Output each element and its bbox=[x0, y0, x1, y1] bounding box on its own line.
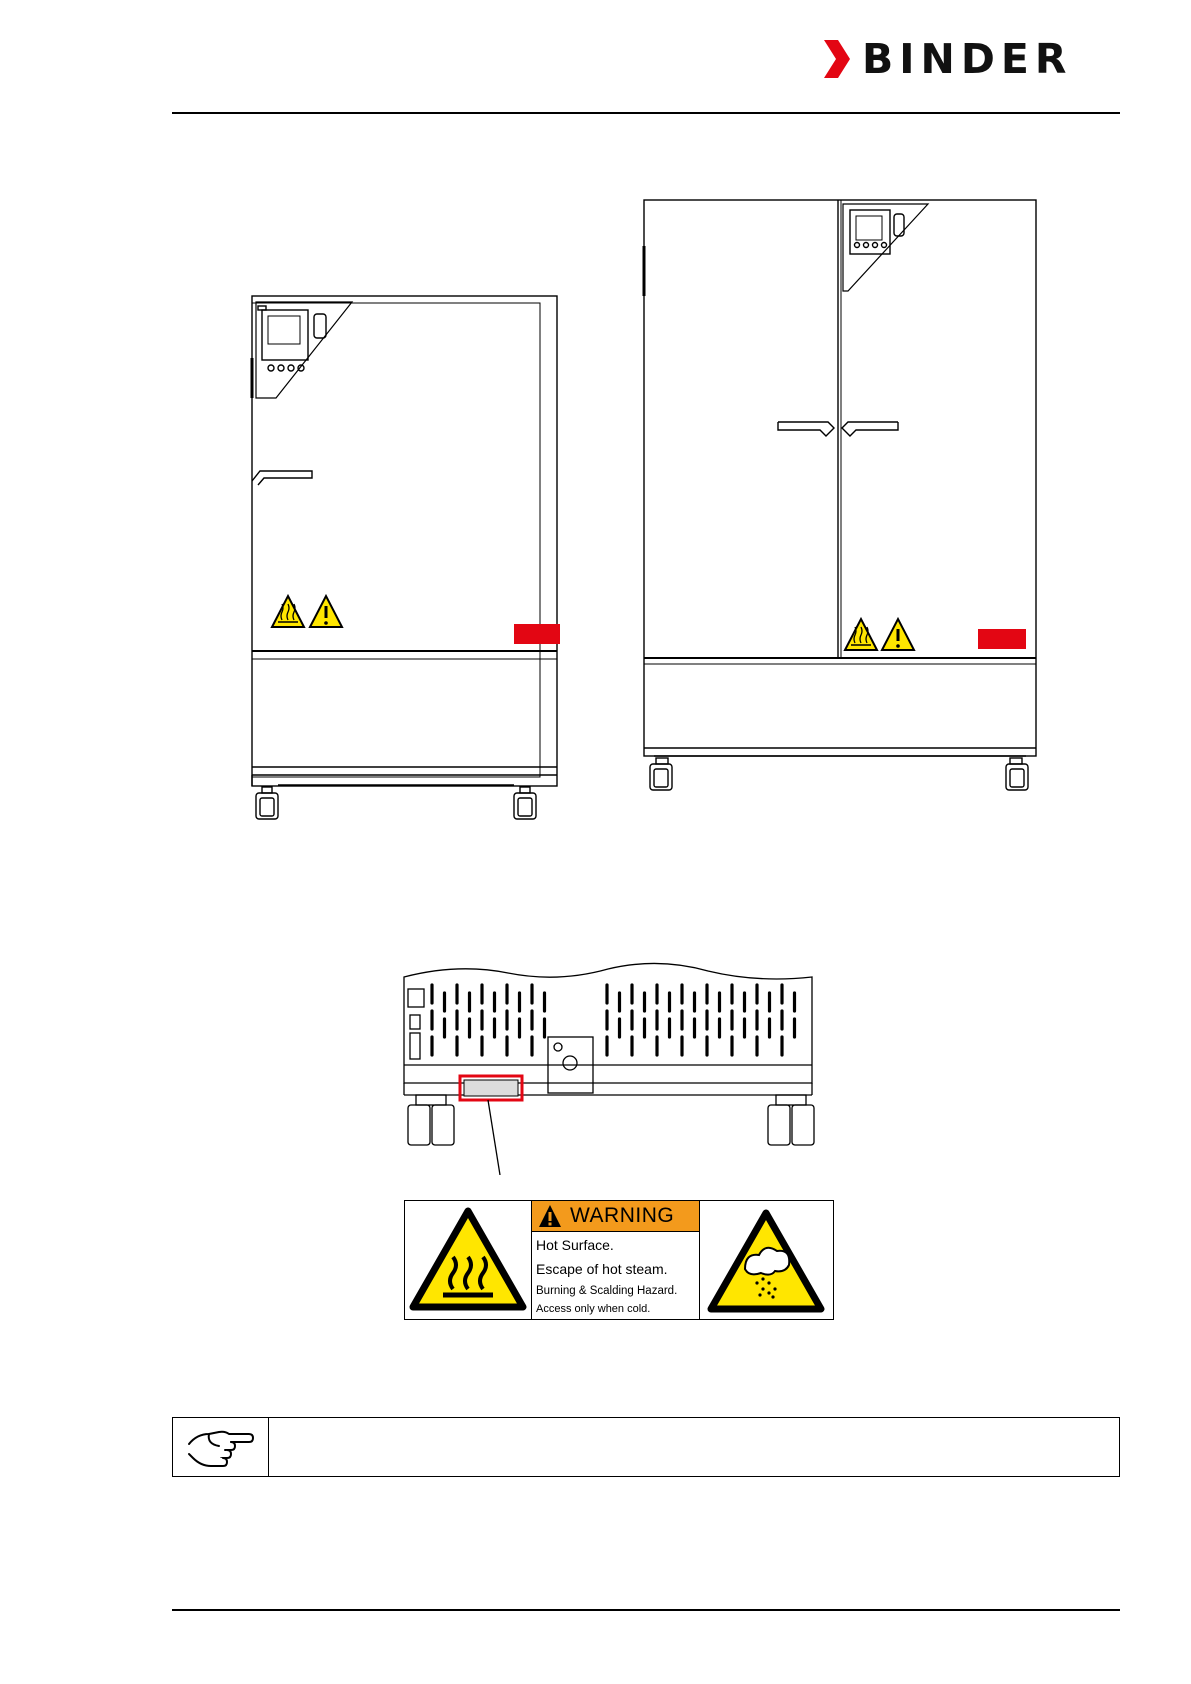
general-warning-icon bbox=[882, 619, 914, 650]
warning-line-3: Burning & Scalding Hazard. bbox=[536, 1285, 678, 1297]
warning-label bbox=[404, 1200, 834, 1320]
header-rule bbox=[172, 112, 1120, 114]
warning-text-panel bbox=[531, 1201, 700, 1319]
note-icon-cell bbox=[173, 1418, 269, 1476]
double-door-chamber-drawing bbox=[638, 196, 1038, 816]
single-door-chamber-drawing bbox=[240, 270, 570, 830]
warning-header bbox=[532, 1201, 699, 1232]
type-plate bbox=[514, 624, 560, 644]
rear-view-drawing bbox=[398, 955, 818, 1175]
hot-surface-icon bbox=[272, 596, 304, 627]
brand-name: BINDER bbox=[862, 35, 1073, 83]
warning-header-text: WARNING bbox=[570, 1204, 675, 1227]
pointing-hand-icon bbox=[185, 1424, 255, 1470]
warning-line-4: Access only when cold. bbox=[536, 1303, 651, 1315]
warning-line-1: Hot Surface. bbox=[536, 1237, 614, 1253]
hot-surface-icon bbox=[409, 1207, 527, 1311]
general-warning-icon bbox=[310, 596, 342, 627]
note-box bbox=[172, 1417, 1120, 1477]
warning-line-2: Escape of hot steam. bbox=[536, 1261, 668, 1277]
warning-triangle-icon bbox=[538, 1204, 562, 1228]
type-plate bbox=[978, 629, 1026, 649]
footer-rule bbox=[172, 1609, 1120, 1611]
hot-steam-icon bbox=[707, 1209, 825, 1313]
binder-logo bbox=[822, 35, 1122, 83]
binder-logo-mark bbox=[822, 38, 852, 80]
hot-surface-icon bbox=[845, 619, 877, 650]
